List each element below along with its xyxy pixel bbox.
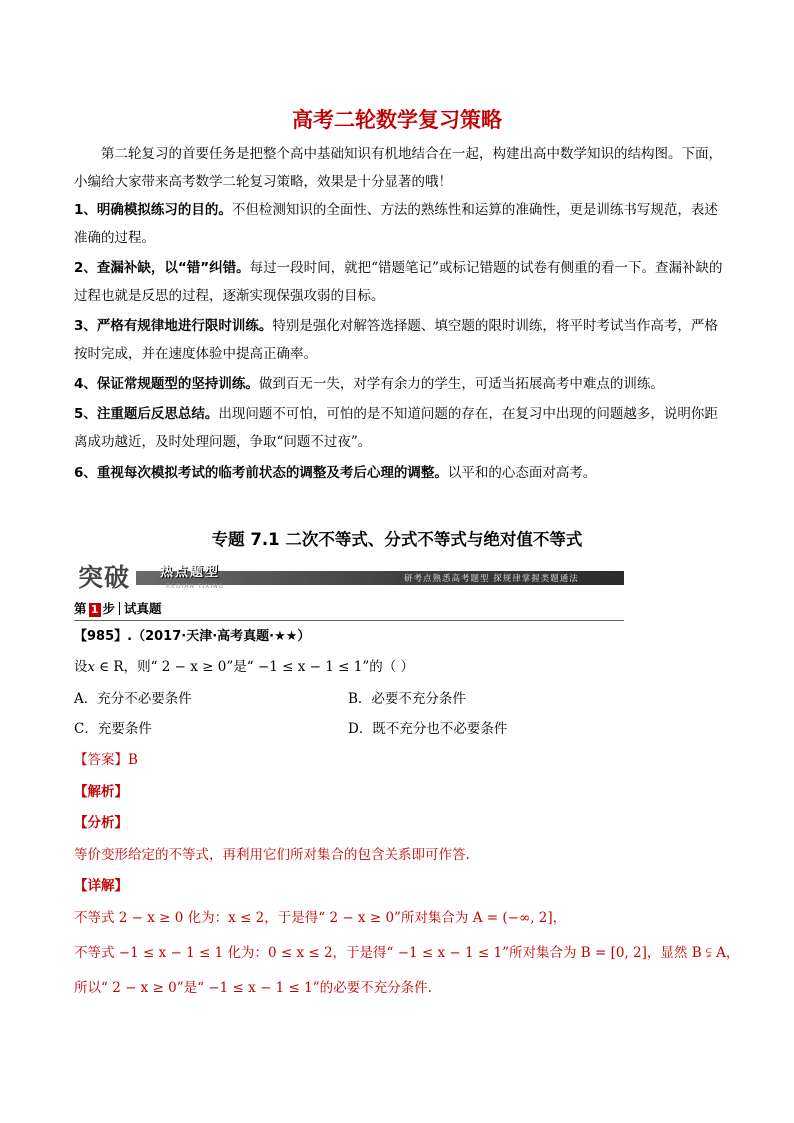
strategy-3 <box>74 312 724 368</box>
stem-variable: x <box>87 660 95 675</box>
strategy-body: 特别是强化对解答选择题、填空题的限时训练，将平时考试当作高考，严格按时完成，并在速度体验中提高正确率。 <box>74 318 718 362</box>
fenxi-text: 等价变形给定的不等式，再利用它们所对集合的包含关系即可作答. <box>74 847 470 863</box>
strategy-6 <box>74 459 724 487</box>
strategy-head: 5、注重题后反思总结。 <box>74 406 219 422</box>
strategy-body: 做到百无一失，对学有余力的学生，可适当拓展高考中难点的训练。 <box>258 376 664 392</box>
strategy-4 <box>74 370 724 398</box>
detail-line-1: 不等式 2 − x ≥ 0 化为：x ≤ 2，于是得“ 2 − x ≥ 0”所对集合为 A = (−∞, 2]， <box>74 910 567 926</box>
detail-line-3: 所以“ 2 − x ≥ 0”是“ −1 ≤ x − 1 ≤ 1”的必要不充分条件. <box>74 980 432 996</box>
option-a: A．充分不必要条件 <box>74 691 192 707</box>
strategy-body: 每过一段时间，就把“错题笔记”或标记错题的试卷有侧重的看一下。查漏补缺的过程也就是反思的过程，逐渐实现保强攻弱的目标。 <box>74 260 723 304</box>
strategy-head: 1、明确模拟练习的目的。 <box>74 202 232 218</box>
banner-slogan: 研考点熟悉高考题型 探规律掌握类题通法 <box>404 574 579 584</box>
fenxi-label: 【分析】 <box>74 815 128 831</box>
step-text: 试真题 <box>124 601 162 616</box>
strategy-body: 以平和的心态面对高考。 <box>447 465 597 481</box>
strategy-body: 不但检测知识的全面性、方法的熟练性和运算的准确性，更是训练书写规范，表述准确的过程。 <box>74 202 718 246</box>
option-d: D．既不充分也不必要条件 <box>348 721 508 737</box>
strategy-5 <box>74 400 724 456</box>
intro-paragraph: 第二轮复习的首要任务是把整个高中基础知识有机地结合在一起，构建出高中数学知识的结构图。下面，小编给大家带来高考数学二轮复习策略，效果是十分显著的哦！ <box>74 146 722 190</box>
step-prefix: 第 <box>74 601 87 616</box>
section-title: 专题 7.1 二次不等式、分式不等式与绝对值不等式 <box>211 530 583 549</box>
strategy-head: 6、重视每次模拟考试的临考前状态的调整及考后心理的调整。 <box>74 465 448 481</box>
detail-label: 【详解】 <box>74 878 128 894</box>
step-divider <box>119 602 120 615</box>
banner-pinyin: REDIAN TIXING <box>166 583 225 590</box>
hot-topic-banner <box>74 564 624 592</box>
strategy-head: 2、查漏补缺，以“错”纠错。 <box>74 260 250 276</box>
stem-prefix: 设 <box>74 659 88 675</box>
stem-rest: ∈ R，则“ 2 − x ≥ 0”是“ −1 ≤ x − 1 ≤ 1”的（ ） <box>94 659 415 675</box>
analysis-label: 【解析】 <box>74 784 128 800</box>
step-suffix: 步 <box>102 601 116 616</box>
banner-big-text: 突破 <box>78 563 131 592</box>
detail-line-2: 不等式 −1 ≤ x − 1 ≤ 1 化为：0 ≤ x ≤ 2，于是得“ −1 ≤ x − 1 ≤ 1”所对集合为 B = [0, 2]，显然 B ⫋ A， <box>74 945 740 961</box>
strategy-2 <box>74 254 724 310</box>
option-b: B．必要不充分条件 <box>348 691 466 707</box>
question-stem <box>74 657 414 678</box>
option-c: C．充要条件 <box>74 721 152 737</box>
step-label <box>74 599 162 619</box>
strategy-head: 3、严格有规律地进行限时训练。 <box>74 318 273 334</box>
page-title: 高考二轮数学复习策略 <box>292 108 502 132</box>
question-tag: 【985】.（2017·天津·高考真题·★★） <box>74 629 311 644</box>
strategy-head: 4、保证常规题型的坚持训练。 <box>74 376 259 392</box>
strategy-body: 出现问题不可怕，可怕的是不知道问题的存在，在复习中出现的问题越多，说明你距离成功越近，及时处理问题，争取“问题不过夜”。 <box>74 406 718 450</box>
banner-hot-text: 热点题型 <box>160 565 221 580</box>
strategy-1 <box>74 196 724 252</box>
step-number: 1 <box>89 603 101 617</box>
step-underline <box>74 620 624 621</box>
answer-line: 【答案】B <box>74 752 138 768</box>
